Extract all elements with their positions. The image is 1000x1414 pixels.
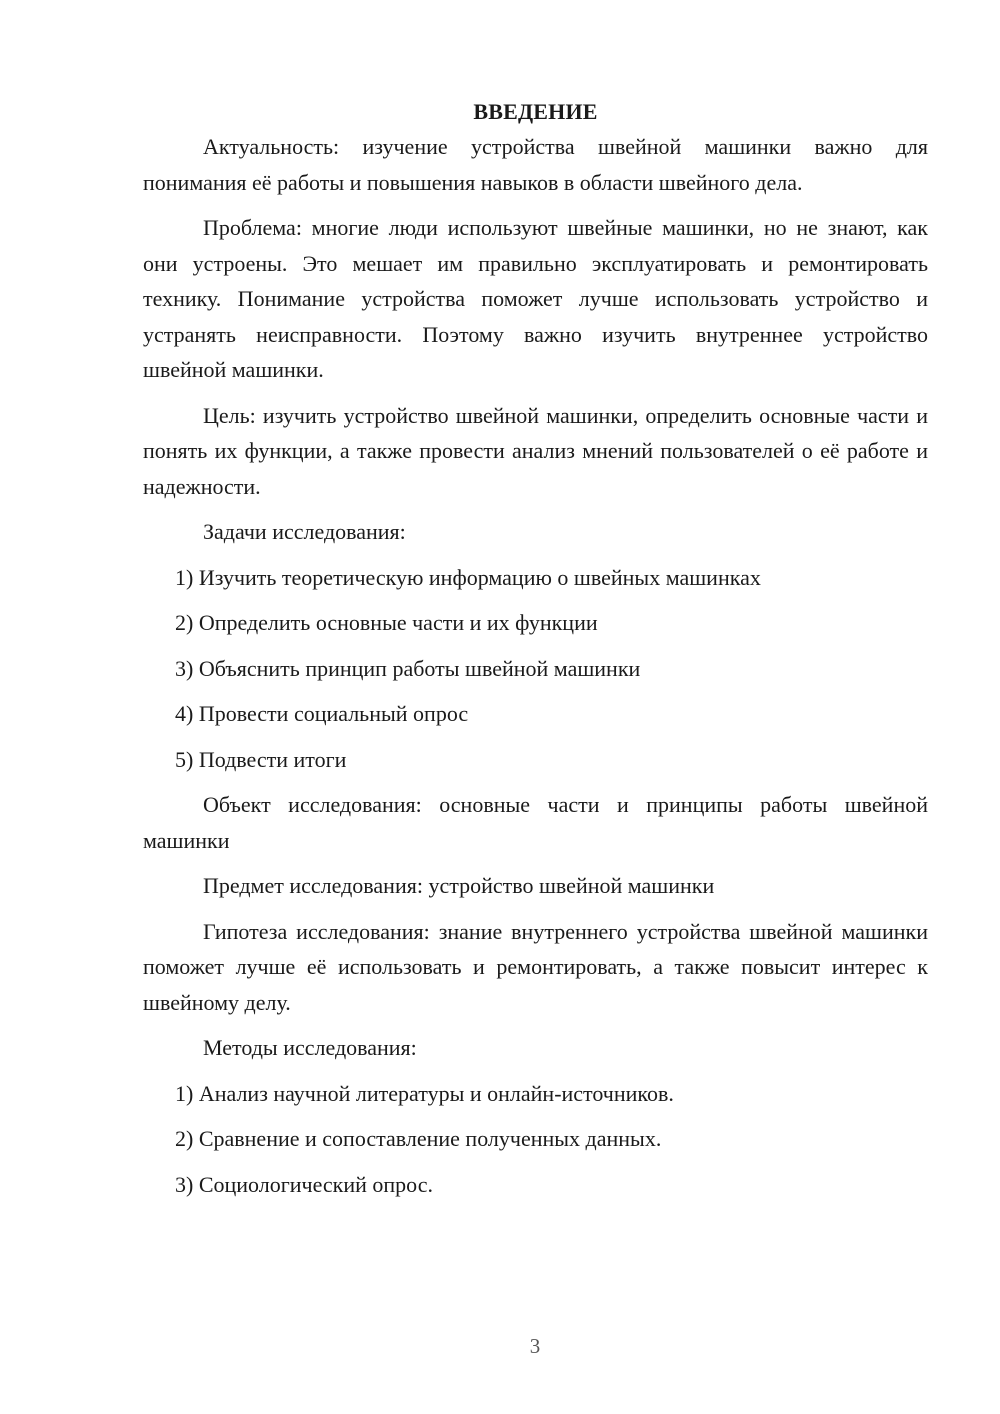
relevance-paragraph: Актуальность: изучение устройства швейной машинки важно для понимания её работы и повышения навыков в области швейного дела.: [143, 134, 928, 195]
methods-heading: Методы исследования:: [203, 1035, 417, 1060]
task-item: 3) Объяснить принцип работы швейной машинки: [175, 655, 641, 681]
page-content: [143, 94, 928, 1212]
section-title: ВВЕДЕНИЕ: [473, 99, 598, 124]
problem-paragraph: Проблема: многие люди используют швейные машинки, но не знают, как они устроены. Это мешает им правильно эксплуатировать и ремонтировать технику. Понимание устройства поможет лучше использовать устройство и устранять неисправности. Поэтому важно изучить внутреннее устройство швейной машинки.: [143, 215, 928, 382]
subject-paragraph: Предмет исследования: устройство швейной машинки: [203, 873, 715, 898]
object-paragraph: Объект исследования: основные части и принципы работы швейной машинки: [143, 792, 928, 853]
task-item: 1) Изучить теоретическую информацию о швейных машинках: [175, 564, 761, 590]
method-item: 1) Анализ научной литературы и онлайн-источников.: [175, 1080, 674, 1106]
page-number: 3: [529, 1334, 541, 1358]
tasks-heading: Задачи исследования:: [203, 519, 406, 544]
method-item: 3) Социологический опрос.: [175, 1171, 433, 1197]
task-item: 5) Подвести итоги: [175, 746, 347, 772]
method-item: 2) Сравнение и сопоставление полученных данных.: [175, 1126, 662, 1151]
task-item: 2) Определить основные части и их функции: [175, 610, 598, 635]
hypothesis-paragraph: Гипотеза исследования: знание внутреннего устройства швейной машинки поможет лучше её использовать и ремонтировать, а также повысит интерес к швейному делу.: [143, 918, 928, 1015]
task-item: 4) Провести социальный опрос: [175, 701, 469, 726]
goal-paragraph: Цель: изучить устройство швейной машинки, определить основные части и понять их функции, а также провести анализ мнений пользователей о её работе и надежности.: [143, 402, 928, 499]
